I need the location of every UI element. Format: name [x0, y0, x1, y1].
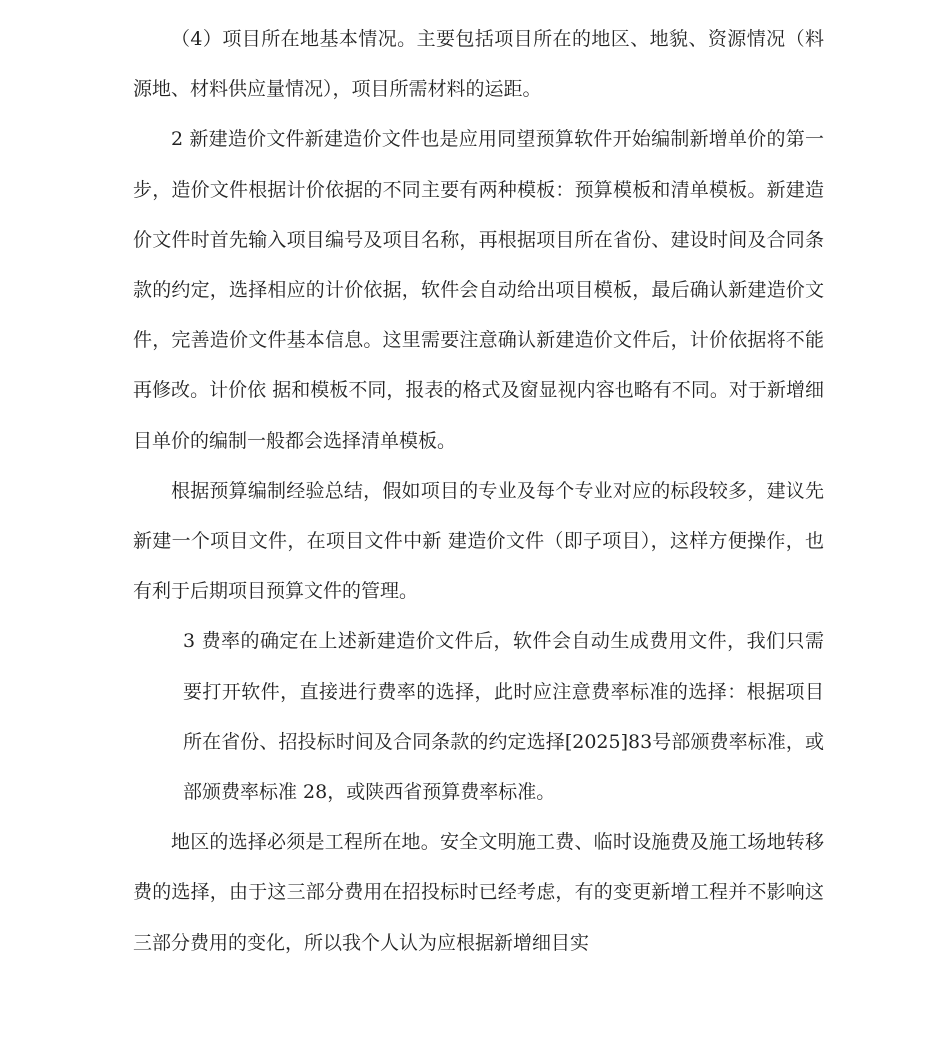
- paragraph-new-cost-file: 2 新建造价文件新建造价文件也是应用同望预算软件开始编制新增单价的第一步，造价文件根据计价依据的不同主要有两种模板：预算模板和清单模板。新建造价文件时首先输入项目编号及项目名称，再根据项目所在省份、建设时间及合同条款的约定，选择相应的计价依据，软件会自动给出项目模板，最后确认新建造价文件，完善造价文件基本信息。这里需要注意确认新建造价文件后，计价依据将不能再修改。计价依 据和模板不同，报表的格式及窗显视内容也略有不同。对于新增细目单价的编制一般都会选择清单模板。: [133, 128, 824, 452]
- paragraph-experience-summary: 根据预算编制经验总结，假如项目的专业及每个专业对应的标段较多，建议先新建一个项目文件，在项目文件中新 建造价文件（即子项目），这样方便操作，也有利于后期项目预算文件的管理。: [133, 479, 824, 603]
- paragraph-region-selection: 地区的选择必须是工程所在地。安全文明施工费、临时设施费及施工场地转移费的选择，由于这三部分费用在招投标时已经考虑，有的变更新增工程并不影响这三部分费用的变化，所以我个人认为应根据新增细目实: [133, 831, 824, 954]
- paragraph-rate-determination: 3 费率的确定在上述新建造价文件后，软件会自动生成费用文件，我们只需要打开软件，直接进行费率的选择，此时应注意费率标准的选择：根据项目所在省份、招投标时间及合同条款的约定选择[2025]83号部颁费率标准，或部颁费率标准 28，或陕西省预算费率标准。: [183, 630, 824, 804]
- paragraph-project-location: （4）项目所在地基本情况。主要包括项目所在的地区、地貌、资源情况（料源地、材料供应量情况），项目所需材料的运距。: [133, 28, 824, 101]
